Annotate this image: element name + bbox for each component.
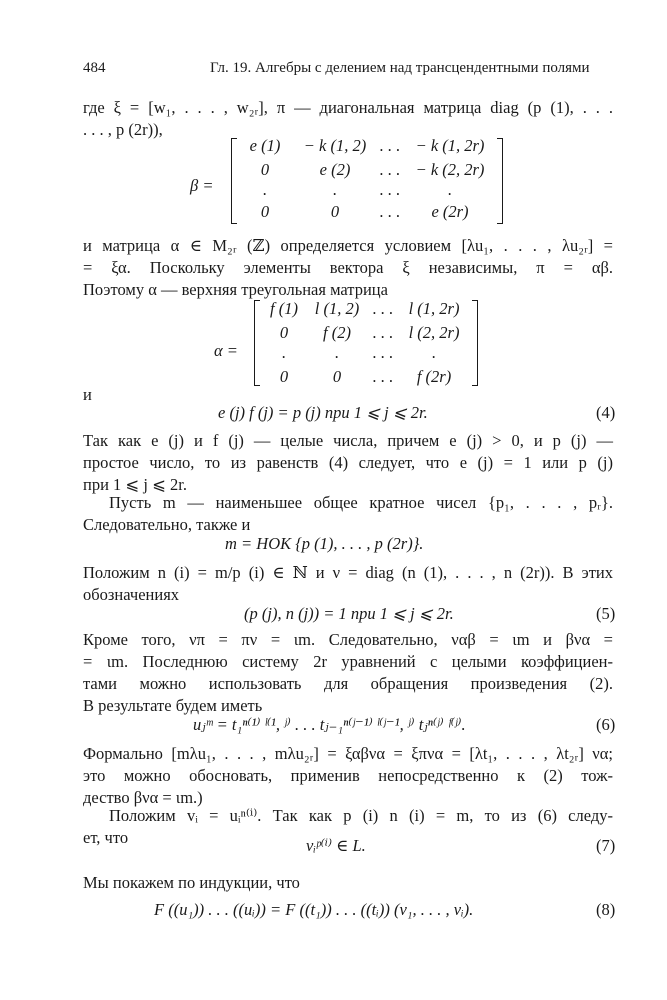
matrix-cell: l (2, 2r) — [408, 323, 460, 342]
text-line: дество βνα = ιm.) — [83, 788, 203, 807]
text-line: = ιm. Последнюю систему 2r уравнений с целыми коэффициен- — [83, 652, 613, 671]
matrix-cell: . — [334, 343, 340, 362]
matrix-cell: − k (1, 2) — [303, 136, 367, 155]
text-line: Положим vᵢ = uᵢⁿ⁽ⁱ⁾. Так как p (i) n (i) = m, то из (6) следу- — [109, 806, 613, 825]
text-line: Следовательно, также и — [83, 515, 251, 534]
equation-number: (4) — [596, 403, 616, 422]
matrix-cell: f (1) — [270, 299, 298, 318]
text-line: ет, что — [83, 828, 129, 847]
matrix-cell: . — [332, 180, 338, 199]
running-title: Гл. 19. Алгебры с делением над трансцендентными полями — [210, 60, 590, 76]
beta-matrix — [240, 136, 495, 224]
matrix-cell: . . . — [372, 299, 394, 318]
matrix-cell: 0 — [260, 202, 270, 221]
matrix-left-bracket — [254, 300, 260, 386]
equation-6: uⱼᵐ = t₁ⁿ⁽¹⁾ ˡ⁽¹, ʲ⁾ . . . tⱼ₋₁ⁿ⁽ʲ⁻¹⁾ ˡ⁽ʲ⁻¹, ʲ⁾ tⱼⁿ⁽ʲ⁾ ᶠ⁽ʲ⁾. — [193, 715, 466, 734]
matrix-cell: . — [431, 343, 437, 362]
matrix-cell: 0 — [260, 160, 270, 179]
page-number: 484 — [83, 60, 106, 76]
equation-4: e (j) f (j) = p (j) при 1 ⩽ j ⩽ 2r. — [218, 403, 428, 422]
matrix-cell: − k (2, 2r) — [415, 160, 485, 179]
matrix-cell: e (1) — [249, 136, 281, 155]
text-line: . . . , p (2r)), — [83, 120, 163, 139]
text-line: Положим n (i) = m/p (i) ∈ ℕ и ν = diag (n (1), . . . , n (2r)). В этих — [83, 563, 613, 582]
matrix-cell: 0 — [330, 202, 340, 221]
matrix-right-bracket — [497, 138, 503, 224]
matrix-cell: f (2) — [323, 323, 351, 342]
text-line: при 1 ⩽ j ⩽ 2r. — [83, 475, 187, 494]
text-line: Поэтому α — верхняя треугольная матрица — [83, 280, 388, 299]
text-line: простое число, то из равенств (4) следует, что e (j) = 1 или p (j) — [83, 453, 613, 472]
equation-nok: m = НОК {p (1), . . . , p (2r)}. — [225, 534, 424, 553]
beta-label: β = — [190, 176, 214, 195]
matrix-cell: . . . — [372, 323, 394, 342]
equation-number: (6) — [596, 715, 616, 734]
matrix-cell: − k (1, 2r) — [415, 136, 485, 155]
matrix-cell: e (2) — [319, 160, 351, 179]
text-line: обозначениях — [83, 585, 180, 604]
text-line: тами можно использовать для обращения произведения (2). — [83, 674, 613, 693]
matrix-cell: . — [281, 343, 287, 362]
text-line: Кроме того, νπ = πν = ιm. Следовательно, ναβ = ιm и βνα = — [83, 630, 613, 649]
matrix-cell: 0 — [332, 367, 342, 386]
equation-number: (8) — [596, 900, 616, 919]
equation-7: vᵢᵖ⁽ⁱ⁾ ∈ L. — [306, 836, 366, 855]
equation-number: (5) — [596, 604, 616, 623]
matrix-cell: . . . — [379, 160, 401, 179]
text-line: = ξα. Поскольку элементы вектора ξ независимы, π = αβ. — [83, 258, 613, 277]
text-line: В результате будем иметь — [83, 696, 263, 715]
equation-number: (7) — [596, 836, 616, 855]
matrix-cell: l (1, 2r) — [408, 299, 460, 318]
alpha-label: α = — [214, 341, 238, 360]
matrix-cell: . . . — [372, 343, 394, 362]
matrix-cell: e (2r) — [431, 202, 469, 221]
text-line: где ξ = [w₁, . . . , w₂ᵣ], π — диагональная матрица diag (p (1), . . . — [83, 98, 613, 117]
text-line: Пусть m — наименьшее общее кратное чисел {p₁, . . . , pᵣ}. — [109, 493, 613, 512]
matrix-cell: . . . — [379, 136, 401, 155]
equation-8: F ((u₁)) . . . ((uᵢ)) = F ((t₁)) . . . ((tᵢ)) (v₁, . . . , vᵢ). — [154, 900, 474, 919]
matrix-cell: . . . — [379, 180, 401, 199]
matrix-cell: . — [447, 180, 453, 199]
text-line: и — [83, 385, 92, 404]
alpha-matrix — [262, 299, 470, 387]
matrix-cell: f (2r) — [416, 367, 452, 386]
matrix-cell: . — [262, 180, 268, 199]
text-line: Мы покажем по индукции, что — [83, 873, 300, 892]
matrix-cell: . . . — [379, 202, 401, 221]
matrix-cell: l (1, 2) — [314, 299, 360, 318]
text-line: Так как e (j) и f (j) — целые числа, причем e (j) > 0, и p (j) — — [83, 431, 613, 450]
matrix-right-bracket — [472, 300, 478, 386]
equation-5: (p (j), n (j)) = 1 при 1 ⩽ j ⩽ 2r. — [244, 604, 454, 623]
text-line: и матрица α ∈ M₂ᵣ (ℤ) определяется условием [λu₁, . . . , λu₂ᵣ] = — [83, 236, 613, 255]
matrix-left-bracket — [231, 138, 237, 224]
matrix-cell: 0 — [279, 367, 289, 386]
text-line: это можно обосновать, применив непосредственно к (2) тож- — [83, 766, 613, 785]
matrix-cell: 0 — [279, 323, 289, 342]
matrix-cell: . . . — [372, 367, 394, 386]
text-line: Формально [mλu₁, . . . , mλu₂ᵣ] = ξαβνα = ξπνα = [λt₁, . . . , λt₂ᵣ] να; — [83, 744, 613, 763]
